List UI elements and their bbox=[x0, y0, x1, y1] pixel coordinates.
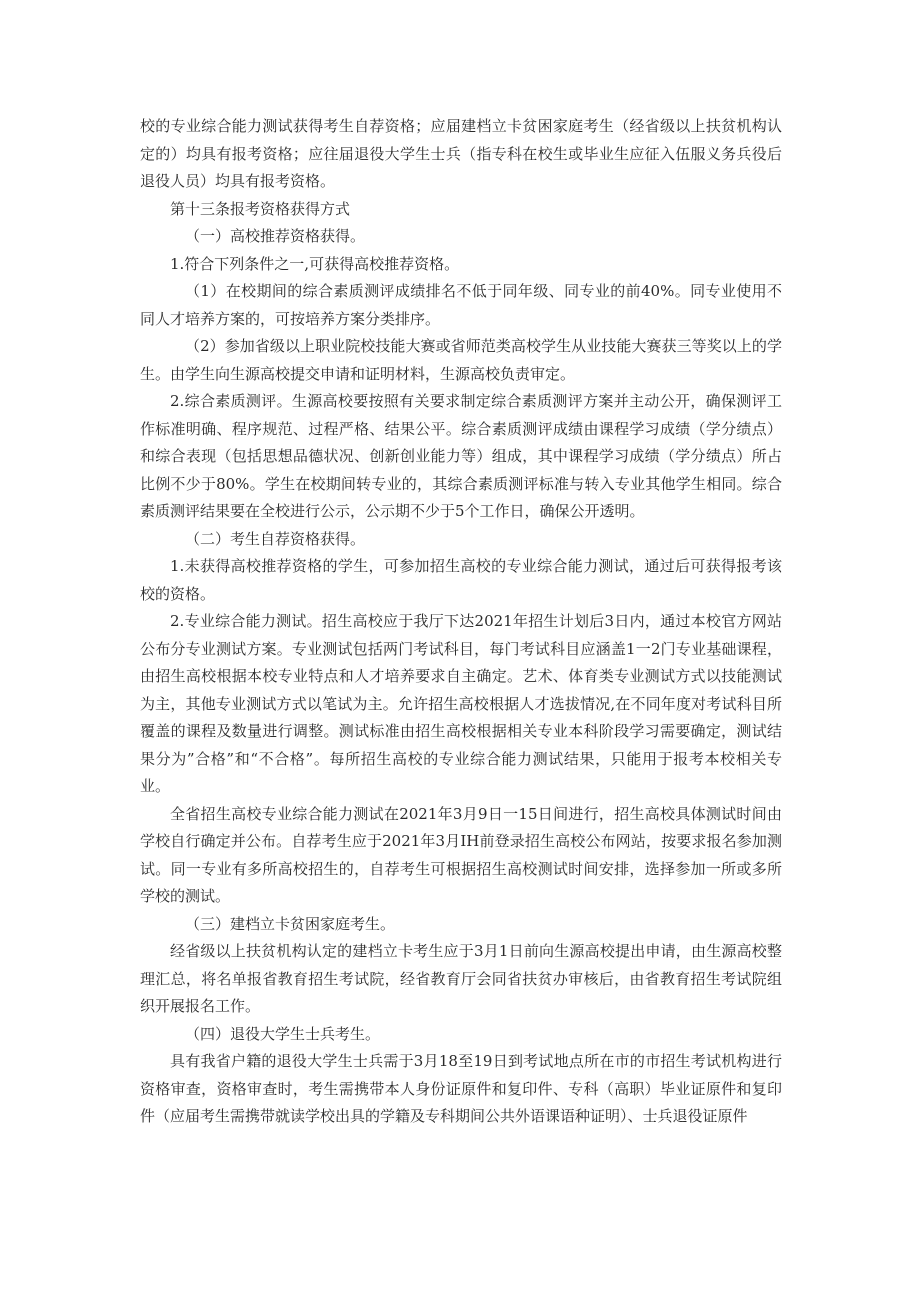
article-13-heading: 第十三条报考资格获得方式 bbox=[170, 199, 351, 218]
paragraph-test-schedule: 全省招生高校专业综合能力测试在2021年3月9日一15日间进行，招生高校具体测试时间由学校自行确定并公布。自荐考生应于2021年3月IH前登录招生高校公布网站，按要求报名参加测试。同一专业有多所高校招生的，自荐考生可根据招生高校测试时间安排，选择参加一所或多所学校的测试。 bbox=[140, 804, 782, 905]
paragraph-ability-test: 2.专业综合能力测试。招生高校应于我厅下达2021年招生计划后3日内，通过本校官方网站公布分专业测试方案。专业测试包括两门考试科目，每门考试科目应涵盖1一2门专业基础课程，由招生高校根据本校专业特点和人才培养要求自主确定。艺术、体育类专业测试方式以技能测试为主，其他专业测试方式以笔试为主。允许招生高校根据人才选拔情况,在不同年度对考试科目所覆盖的课程及数量进行调整。测试标准由招生高校根据相关专业本科阶段学习需要确定，测试结果分为”合格”和“不合格”。每所招生高校的专业综合能力测试结果，只能用于报考本校相关专业。 bbox=[140, 612, 782, 795]
section-4-heading: （四）退役大学生士兵考生。 bbox=[185, 1024, 381, 1043]
paragraph-poverty-students: 经省级以上扶贫机构认定的建档立卡考生应于3月1日前向生源高校提出申请，由生源高校整理汇总，将名单报省教育招生考试院，经省教育厅会同省扶贫办审核后，由省教育招生考试院组织开展报名工作。 bbox=[140, 942, 782, 1015]
paragraph-self-recommend-1: 1.未获得高校推荐资格的学生，可参加招生高校的专业综合能力测试，通过后可获得报考该校的资格。 bbox=[140, 557, 782, 603]
section-1-heading: （一）高校推荐资格获得。 bbox=[185, 227, 366, 245]
paragraph-condition-1: （1）在校期间的综合素质测评成绩排名不低于同年级、同专业的前40%。同专业使用不同人才培养方案的，可按培养方案分类排序。 bbox=[140, 282, 782, 328]
section-2-heading: （二）考生自荐资格获得。 bbox=[185, 529, 366, 548]
section-3-heading: （三）建档立卡贫困家庭考生。 bbox=[185, 914, 396, 933]
paragraph-comprehensive-evaluation: 2.综合素质测评。生源高校要按照有关要求制定综合素质测评方案并主动公开，确保测评工作标准明确、程序规范、过程严格、结果公平。综合素质测评成绩由课程学习成绩（学分绩点）和综合表现（包括思想品德状况、创新创业能力等）组成，其中课程学习成绩（学分绩点）所占比例不少于80%。学生在校期间转专业的，其综合素质测评标准与转入专业其他学生相同。综合素质测评结果要在全校进行公示，公示期不少于5个工作日，确保公开透明。 bbox=[140, 392, 782, 520]
paragraph-recommend-conditions: 1.符合下列条件之一,可获得高校推荐资格。 bbox=[170, 254, 460, 273]
paragraph-veteran-students: 具有我省户籍的退役大学生士兵需于3月18至19日到考试地点所在市的市招生考试机构进行资格审查，资格审查时，考生需携带本人身份证原件和复印件、专科（高职）毕业证原件和复印件（应届考生需携带就读学校出具的学籍及专科期间公共外语课语种证明）、士兵退役证原件 bbox=[140, 1052, 782, 1125]
paragraph-eligibility-continued: 校的专业综合能力测试获得考生自荐资格；应届建档立卡贫困家庭考生（经省级以上扶贫机构认定的）均具有报考资格；应往届退役大学生士兵（指专科在校生或毕业生应征入伍服义务兵役后退役人员）均具有报考资格。 bbox=[140, 117, 782, 190]
paragraph-condition-2: （2）参加省级以上职业院校技能大赛或省师范类高校学生从业技能大赛获三等奖以上的学生。由学生向生源高校提交申请和证明材料，生源高校负责审定。 bbox=[140, 337, 782, 383]
document-body bbox=[140, 113, 782, 1131]
